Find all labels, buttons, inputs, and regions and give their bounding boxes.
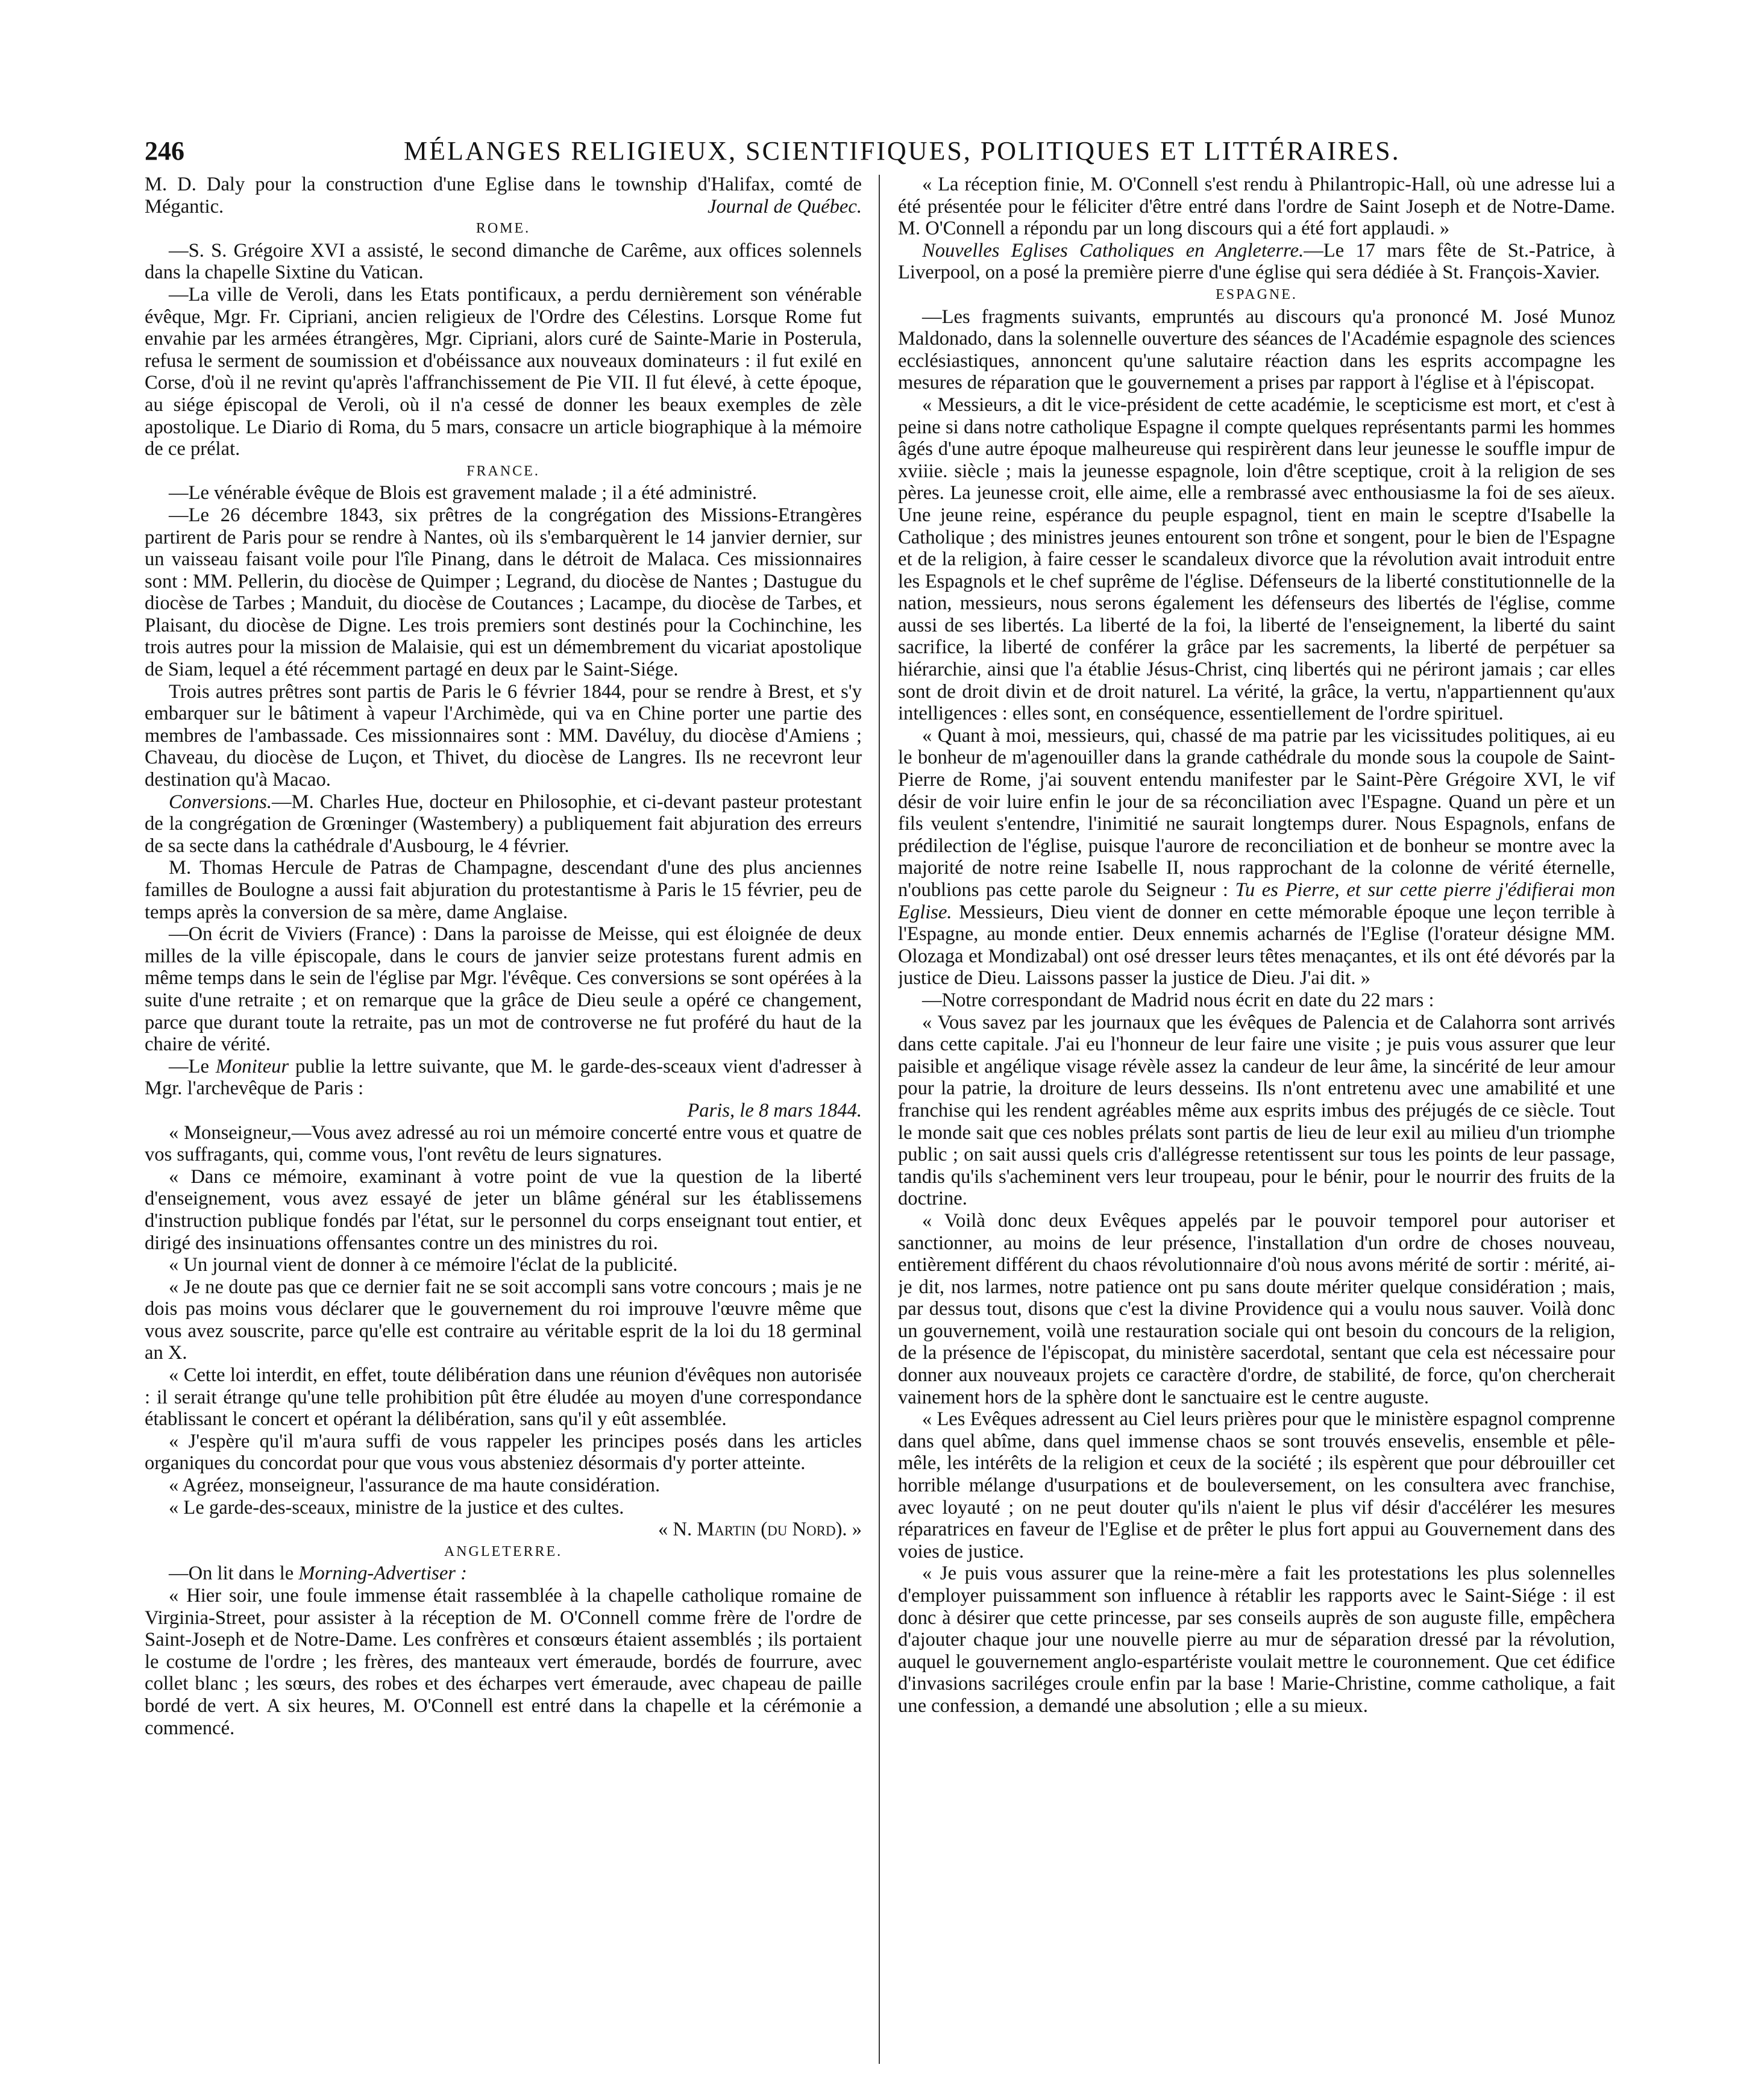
moniteur-pre: —Le	[169, 1055, 209, 1077]
espagne-p3-quote: Tu es Pierre, et sur cette pierre j'édifierai mon Eglise.	[898, 879, 1615, 923]
letter-dateline: Paris, le 8 mars 1844.	[687, 1099, 862, 1121]
france-paragraph-1: —Le vénérable évêque de Blois est gravement malade ; il a été administré.	[169, 482, 758, 504]
page-number: 246	[145, 136, 184, 166]
france-paragraph-3: Trois autres prêtres sont partis de Paris le 6 février 1844, pour se rendre à Brest, et s'y embarquer sur le bâtiment à vapeur l'Archimède, qui va en Chine porter une partie des membres de l'ambassade. Ces missionnaires sont : MM. Davéluy, du diocèse d'Amiens ; Chaveau, du diocèse de Luçon, et Thivet, du diocèse de Langres. Ils ne recevront leur destination qu'à Macao.	[145, 680, 862, 791]
conversions-text: —M. Charles Hue, docteur en Philosophie, et ci-devant pasteur protestant de la congrégation de Grœninger (Wastembery) a publiquement fait abjuration des erreurs de sa secte dans la cathédrale d'Ausbourg, le 4 février.	[145, 791, 862, 857]
advertiser-pre: —On lit dans le	[169, 1563, 294, 1585]
angleterre-paragraph-2: « Hier soir, une foule immense était rassemblée à la chapelle catholique romaine de Virginia-Street, pour assister à la réception de M. O'Connell comme frère de l'ordre de Saint-Joseph et de Notre-Dame. Les confrères et consœurs étaient assemblés ; ils portaient le costume de l'ordre ; les frères, des manteaux vert émeraude, bordés de fourrure, avec collet blanc ; les sœurs, des robes et des écharpes vert émeraude, avec chapeau de paille bordé de vert. A six heures, M. O'Connell est entré dans la chapelle et la cérémonie a commencé.	[145, 1585, 862, 1739]
angleterre-paragraph-1	[145, 1563, 862, 1585]
letter-line-3: « Un journal vient de donner à ce mémoire l'éclat de la publicité.	[169, 1254, 678, 1276]
conversions-label: Conversions.	[169, 791, 272, 813]
section-heading-espagne: ESPAGNE.	[1216, 286, 1298, 303]
advertiser-title: Morning-Advertiser :	[298, 1563, 467, 1585]
espagne-paragraph-3	[898, 725, 1615, 989]
letter-line-5: « Cette loi interdit, en effet, toute délibération dans une réunion d'évêques non autorisée : il serait étrange qu'une telle prohibition pût être éludée au moyen d'une correspondance établissant le concert et opérant la délibération, sans qu'il y eût assemblée.	[145, 1364, 862, 1431]
letter-line-7: « Agréez, monseigneur, l'assurance de ma haute considération.	[169, 1475, 661, 1497]
intro-source: Journal de Québec.	[707, 195, 862, 218]
new-churches-paragraph	[898, 240, 1615, 284]
france-paragraph-4	[145, 791, 862, 857]
espagne-paragraph-5: « Vous savez par les journaux que les évêques de Palencia et de Calahorra sont arrivés dans cette capitale. J'ai eu l'honneur de leur faire une visite ; je puis vous assurer que leur paisible et angélique visage révèle assez la candeur de leur âme, la sincérité de leur amour pour la patrie, la droiture de leurs desseins. Ils n'ont entretenu avec une amabilité et une franchise qui les rendent agréables même aux esprits imbus des préjugés de ce siècle. Tout le monde sait que ces nobles prélats sont partis de lieu de leur exil au milieu d'un triomphe public ; on sait aussi quels cris d'allégresse retentissent sur tous les points de leur passage, tandis qu'ils s'acheminent vers leur troupeau, pour le bénir, pour le nourrir des fruits de la doctrine.	[898, 1011, 1615, 1210]
rome-paragraph-2: —La ville de Veroli, dans les Etats pontificaux, a perdu dernièrement son vénérable évêque, Mgr. Fr. Cipriani, ancien religieux de l'Ordre des Célestins. Lorsque Rome fut envahie par les armées étrangères, Mgr. Cipriani, alors curé de Sainte-Marie in Posterula, refusa le serment de soumission et d'obéissance aux nouveaux dominateurs : il fut exilé en Corse, d'où il ne revint qu'après l'affranchissement de Pie VII. Il fut élevé, à cette époque, au siége épiscopal de Veroli, où il n'a cessé de donner les beaux exemples de zèle apostolique. Le Diario di Roma, du 5 mars, consacre un article biographique à la mémoire de ce prélat.	[145, 283, 862, 460]
letter-line-4: « Je ne doute pas que ce dernier fait ne se soit accompli sans votre concours ; mais je ne dois pas moins vous déclarer que le gouvernement du roi improuve l'œuvre même que vous avez souscrite, parce qu'elle est contraire au véritable esprit de la loi du 18 germinal an X.	[145, 1276, 862, 1364]
france-paragraph-7	[145, 1056, 862, 1100]
espagne-paragraph-4: —Notre correspondant de Madrid nous écrit en date du 22 mars :	[922, 989, 1434, 1011]
moniteur-post: publie la lettre suivante, que M. le garde-des-sceaux vient d'adresser à Mgr. l'archevêque de Paris :	[145, 1055, 862, 1100]
moniteur-title: Moniteur	[215, 1055, 289, 1077]
section-heading-france: FRANCE.	[466, 463, 540, 479]
new-churches-text: —Le 17 mars fête de St.-Patrice, à Liverpool, on a posé la première pierre d'une église qui sera dédiée à St. François-Xavier.	[898, 239, 1615, 284]
left-column	[145, 174, 862, 2066]
right-column	[898, 174, 1615, 2066]
letter-line-1: « Monseigneur,—Vous avez adressé au roi un mémoire concerté entre vous et quatre de vos suffragants, qui, comme vous, l'ont revêtu de leurs signatures.	[145, 1121, 862, 1166]
espagne-p3-post: Messieurs, Dieu vient de donner en cette mémorable époque une leçon terrible à l'Espagne, au monde entier. Deux ennemis acharnés de l'Eglise (l'orateur désigne MM. Olozaga et Mondizabal) ont osé dresser leurs têtes menaçantes, et ils ont été dévorés par la justice de Dieu. Laissons passer la justice de Dieu. J'ai dit. »	[898, 901, 1615, 989]
rome-paragraph-1: —S. S. Grégoire XVI a assisté, le second dimanche de Carême, aux offices solennels dans la chapelle Sixtine du Vatican.	[145, 239, 862, 284]
espagne-paragraph-7: « Les Evêques adressent au Ciel leurs prières pour que le ministère espagnol comprenne dans quel abîme, dans quel immense chaos se sont trouvés ensevelis, ensemble et pêle-mêle, les intérêts de la religion et ceux de la société ; ils espèrent que pour débrouiller cet horrible mélange d'usurpations et de bouleversement, on les consultera avec franchise, avec loyauté ; on ne peut douter qu'ils n'aient le plus vif désir d'accélérer les mesures réparatrices en faveur de l'Eglise et de prêter le plus fort appui au Gouvernement dans des voies de justice.	[898, 1408, 1615, 1563]
section-heading-angleterre: ANGLETERRE.	[444, 1543, 563, 1560]
intro-paragraph	[145, 174, 862, 218]
page-header	[145, 136, 1603, 172]
section-heading-rome: ROME.	[476, 221, 531, 237]
france-paragraph-5: M. Thomas Hercule de Patras de Champagne, descendant d'une des plus anciennes familles de Boulogne a aussi fait abjuration du protestantisme à Paris le 15 février, peu de temps après la conversion de sa mère, dame Anglaise.	[145, 857, 862, 923]
espagne-paragraph-1: —Les fragments suivants, empruntés au discours qu'a prononcé M. José Munoz Maldonado, dans la solennelle ouverture des séances de l'Académie espagnole des sciences ecclésiastiques, annoncent qu'une salutaire réaction dans les esprits accompagne les mesures de réparation que le gouvernement a prises par rapport à l'église et à l'épiscopat.	[898, 306, 1615, 394]
letter-signature: « N. Martin (du Nord). »	[658, 1519, 862, 1541]
oconnell-paragraph: « La réception finie, M. O'Connell s'est rendu à Philantropic-Hall, où une adresse lui a été présentée pour le féliciter d'être entré dans l'ordre de Saint Joseph et de Notre-Dame. M. O'Connell a répondu par un long discours qui a été fort applaudi. »	[898, 174, 1615, 240]
letter-line-8: « Le garde-des-sceaux, ministre de la justice et des cultes.	[169, 1496, 624, 1519]
espagne-paragraph-2: « Messieurs, a dit le vice-président de cette académie, le scepticisme est mort, et c'est à peine si dans notre catholique Espagne il compte quelques représentants parmi les hommes âgés d'une autre époque malheureuse qui respirèrent dans leur jeunesse le souffle impur de xviiie. siècle ; mais la jeunesse espagnole, loin d'être sceptique, croit à la religion de ses pères. La jeunesse croit, elle aime, elle a rembrassé avec enthousiasme la foi de ses aïeux. Une jeune reine, espérance du peuple espagnol, tient en main le sceptre d'Isabelle la Catholique ; des ministres jeunes entourent son trône et songent, pour le bien de l'Espagne et de la religion, à faire cesser le scandaleux divorce que la révolution avait introduit entre les Espagnols et le chef suprême de l'église. Défenseurs de la liberté constitutionnelle de la nation, messieurs, nous serons également les défenseurs des libertés de l'église, comme aussi de ses libertés. La liberté de la foi, la liberté de l'enseignement, la liberté du saint sacrifice, la liberté de conférer la grâce par les sacrements, la liberté de perpétuer sa hiérarchie, ainsi que l'a établie Jésus-Christ, cinq libertés qui ne périront jamais ; car elles sont de droit divin et de droit naturel. La vérité, la grâce, la vertu, n'appartiennent qu'aux intelligences : elles sont, en conséquence, essentiellement de l'ordre spirituel.	[898, 393, 1615, 725]
intro-text: M. D. Daly pour la construction d'une Eglise dans le township d'Halifax, comté de Mégantic.	[145, 174, 862, 218]
running-title: MÉLANGES RELIGIEUX, SCIENTIFIQUES, POLITIQUES ET LITTÉRAIRES.	[404, 136, 1401, 166]
france-paragraph-6: —On écrit de Viviers (France) : Dans la paroisse de Meisse, qui est éloignée de deux milles de la ville épiscopale, dans le cours de janvier seize protestans furent admis en même temps dans le sein de l'église par Mgr. l'évêque. Ces conversions se sont opérées à la suite d'une retraite ; et on remarque que la grâce de Dieu seule a opéré ce changement, parce que durant toute la retraite, pas un mot de controverse ne fut proféré du haut de la chaire de vérité.	[145, 923, 862, 1056]
france-paragraph-2: —Le 26 décembre 1843, six prêtres de la congrégation des Missions-Etrangères partirent de Paris pour se rendre à Nantes, où ils s'embarquèrent le 14 janvier dernier, sur un vaisseau faisant voile pour l'île Pinang, dans le détroit de Malaca. Ces missionnaires sont : MM. Pellerin, du diocèse de Quimper ; Legrand, du diocèse de Nantes ; Dastugue du diocèse de Tarbes ; Manduit, du diocèse de Coutances ; Lacampe, du diocèse de Tarbes, et Plaisant, du diocèse de Digne. Les trois premiers sont destinés pour la Cochinchine, les trois autres pour la mission de Malaisie, qui est un démembrement du vicariat apostolique de Siam, lequel a été récemment partagé en deux par le Saint-Siége.	[145, 504, 862, 681]
espagne-p3-pre: « Quant à moi, messieurs, qui, chassé de ma patrie par les vicissitudes politiques, ai eu le bonheur de m'agenouiller dans la grande cathédrale du monde sous la coupole de Saint-Pierre de Rome, j'ai souvent entendu manifester par le Saint-Père Grégoire XVI, le vif désir de voir luire enfin le jour de sa réconciliation avec l'Espagne. Quand un père et un fils veulent s'entendre, l'inimitié ne saurait longtemps durer. Nous Espagnols, enfans de prédilection de l'église, puisque l'aurore de reconciliation et de bonheur se montre avec la majorité de notre reine Isabelle II, nous rapprochant de la colonne de vérité éternelle, n'oublions pas cette parole du Seigneur :	[898, 724, 1615, 901]
letter-line-6: « J'espère qu'il m'aura suffi de vous rappeler les principes posés dans les articles organiques du concordat pour que vous vous absteniez désormais d'y porter atteinte.	[145, 1430, 862, 1475]
espagne-paragraph-6: « Voilà donc deux Evêques appelés par le pouvoir temporel pour autoriser et sanctionner, au moins de leur présence, l'installation d'un ordre de choses nouveau, entièrement différent du chaos révolutionnaire d'où nous avons mérité de sortir : mérité, ai-je dit, nos larmes, notre patience ont pu sans doute mériter quelque considération ; mais, par dessus tout, disons que c'est la divine Providence qui a voulu nous sauver. Voilà donc un gouvernement, voilà une restauration sociale qui ont besoin du concours de la religion, de la présence de l'épiscopat, du ministère sacerdotal, sentant que cela est nécessaire pour donner aux nouveaux projets ce caractère d'ordre, de stabilité, de force, qu'on chercherait vainement hors de la sphère dont le sanctuaire est le centre auguste.	[898, 1209, 1615, 1408]
new-churches-label: Nouvelles Eglises Catholiques en Angleterre.	[922, 239, 1304, 262]
espagne-paragraph-8: « Je puis vous assurer que la reine-mère a fait les protestations les plus solennelles d'employer puissamment son influence à rétablir les rapports avec le Saint-Siége : il est donc à désirer que cette princesse, par ses conseils auprès de son auguste fille, empêchera d'ajouter chaque jour une nouvelle pierre au mur de séparation dressé par la révolution, auquel le gouvernement anglo-espartériste voulait mettre le couronnement. Que cet édifice d'invasions sacriléges croule enfin par la base ! Marie-Christine, comme catholique, a fait une confession, a demandé une absolution ; elle a su mieux.	[898, 1563, 1615, 1717]
letter-line-2: « Dans ce mémoire, examinant à votre point de vue la question de la liberté d'enseignement, vous avez essayé de jeter un blâme général sur les établissemens d'instruction publique fondés par l'état, sur le personnel du corps enseignant tout entier, et dirigé des insinuations offensantes contre un des ministres du roi.	[145, 1165, 862, 1254]
column-divider	[879, 175, 880, 2064]
